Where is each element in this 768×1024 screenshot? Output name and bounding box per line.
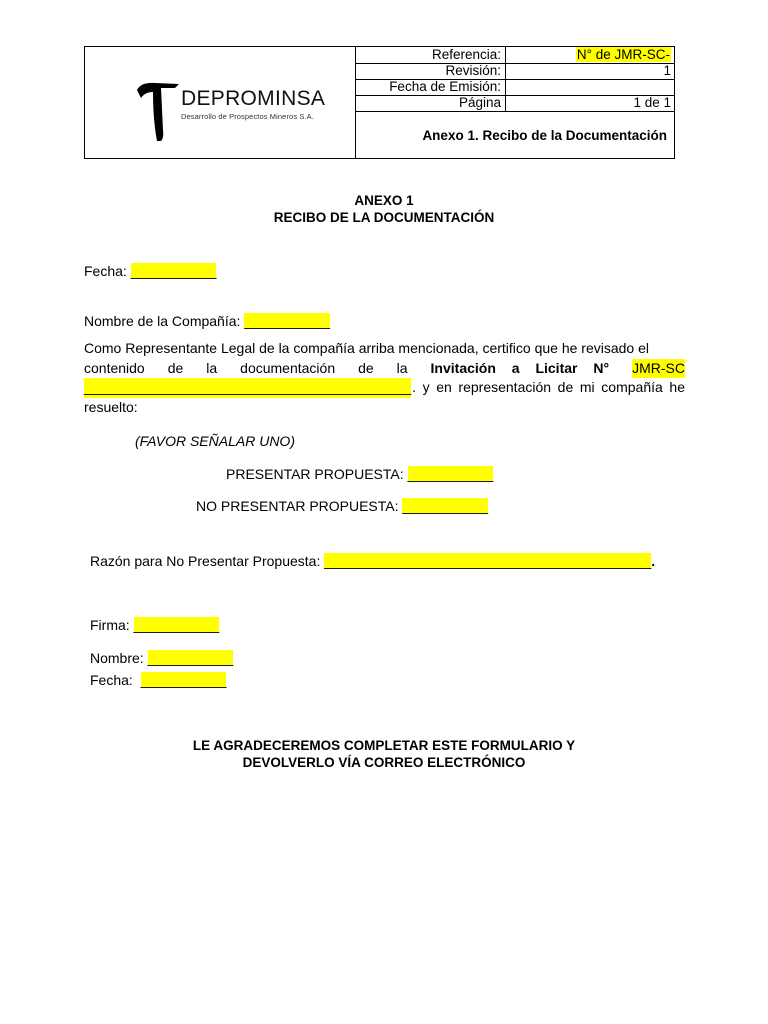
company-label: Nombre de la Compañía: [84,313,241,329]
fecha2-label: Fecha: [90,672,133,688]
para-line3-text-wrap [411,378,685,398]
fecha-blank[interactable]: ___________ [130,263,217,279]
para-line-4: resuelto: [84,398,138,415]
firma-line [90,617,219,633]
revision-value: 1 [663,63,671,78]
para-line-1 [84,339,685,359]
company-subtitle: Desarrollo de Prospectos Mineros S.A. [181,112,314,121]
invitation-label: Invitación a Licitar N° [430,359,610,376]
choose-one-label: (FAVOR SEÑALAR UNO) [135,433,295,449]
revision-row [356,63,675,80]
reason-label: Razón para No Presentar Propuesta: [90,553,321,569]
reference-label: Referencia: [356,47,506,63]
para-word: de [358,359,374,376]
revision-label: Revisión: [356,63,506,79]
reason-line [90,553,655,569]
para-word: contenido [84,359,145,376]
doc-title-line2: RECIBO DE LA DOCUMENTACIÓN [273,210,495,225]
fecha2-blank[interactable]: ___________ [140,672,227,688]
company-blank[interactable]: ___________ [244,313,330,329]
annex-title: Anexo 1. Recibo de la Documentación [422,128,667,143]
page-row [356,95,675,112]
nombre-label: Nombre: [90,650,144,666]
invitation-number-blank[interactable]: __________________________________________ [84,378,411,398]
reference-value [506,47,675,63]
firma-label: Firma: [90,617,130,633]
reason-blank[interactable]: __________________________________________ [324,553,652,569]
para-line3-text: . y en representación de mi compañía he [412,379,685,395]
invitation-ref: JMR-SC [632,359,685,379]
company-line [84,313,330,329]
present-label: PRESENTAR PROPUESTA: [226,466,404,482]
deprominsa-logo-icon [135,80,179,142]
para-word: de [167,359,184,376]
fecha2-line [90,672,226,688]
nombre-blank[interactable]: ___________ [147,650,234,666]
footer-line2: DEVOLVERLO VÍA CORREO ELECTRÓNICO [242,755,526,770]
para-line-2 [84,359,685,379]
para-line-3 [84,378,685,398]
page-value: 1 de 1 [633,95,671,110]
firma-blank[interactable]: ___________ [133,617,220,633]
no-present-line [196,498,488,514]
logo-cell [85,47,356,158]
reason-end: . [651,553,656,569]
issue-date-row [356,79,675,96]
footer-line1: LE AGRADECEREMOS COMPLETAR ESTE FORMULARIO Y [192,738,576,753]
fecha-line [84,263,216,279]
doc-title-line1: ANEXO 1 [354,193,414,208]
para-word: la [396,359,408,376]
page-label: Página [356,95,506,111]
no-present-label: NO PRESENTAR PROPUESTA: [196,498,399,514]
nombre-line [90,650,233,666]
para-word: la [206,359,218,376]
issue-date-value [506,79,675,95]
issue-date-label: Fecha de Emisión: [356,79,506,95]
reference-row [356,47,675,64]
document-header [84,46,675,159]
fecha-label: Fecha: [84,263,127,279]
reference-value-text: N° de JMR-SC- [576,47,670,62]
present-line [226,466,493,482]
no-present-blank[interactable]: ___________ [402,498,489,514]
company-name: DEPROMINSA [181,87,326,110]
certification-paragraph [84,339,685,417]
para-line1-text: Como Representante Legal de la compañía arriba mencionada, certifico que he revisado el [84,340,650,356]
present-blank[interactable]: ___________ [407,466,494,482]
para-word: documentación [240,359,336,376]
